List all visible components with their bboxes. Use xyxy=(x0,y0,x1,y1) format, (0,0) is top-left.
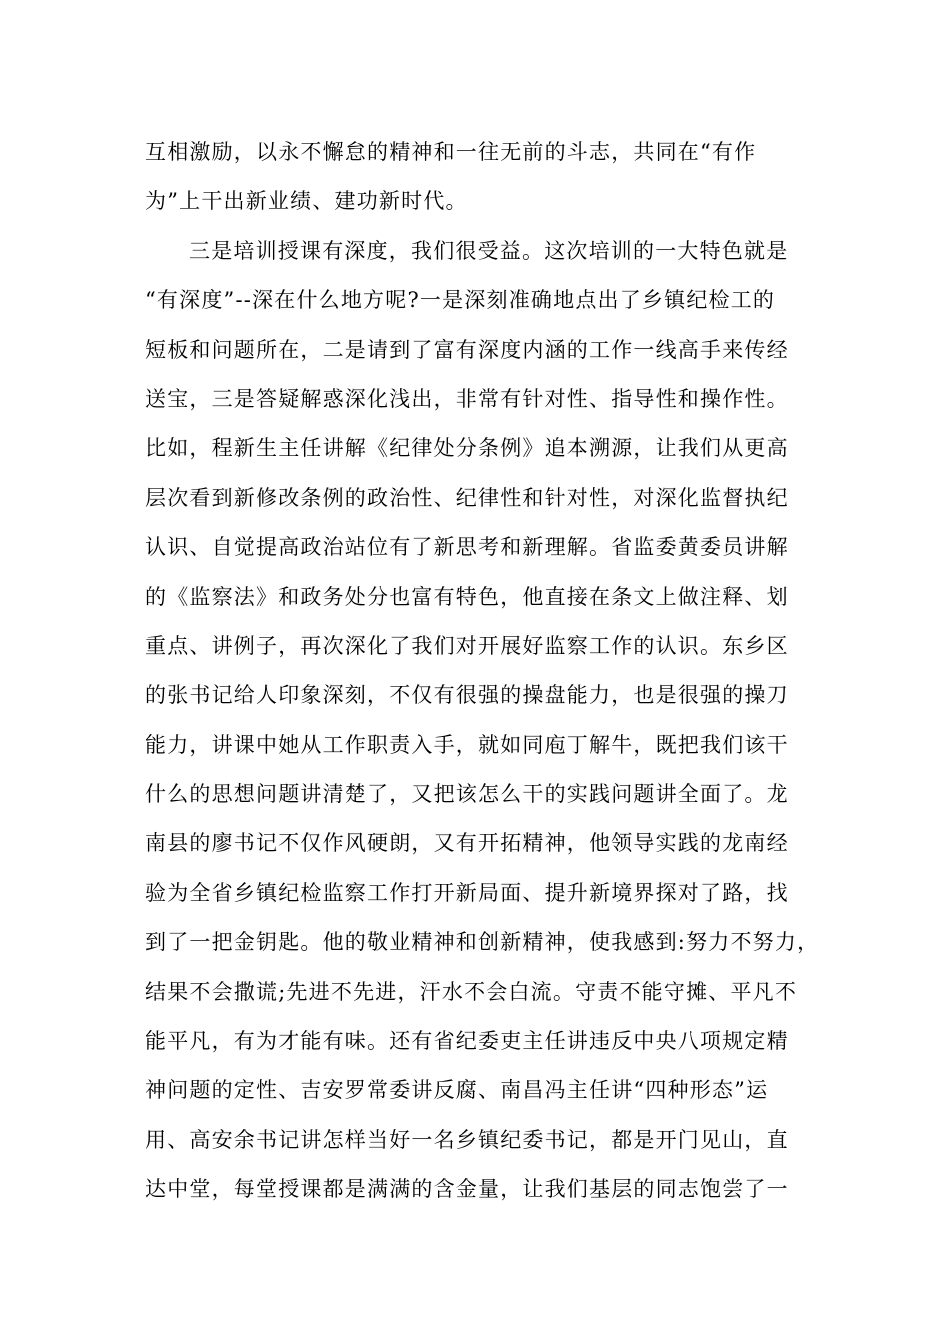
text-line: 的张书记给人印象深刻，不仅有很强的操盘能力，也是很强的操刀 xyxy=(145,683,789,708)
text-line: 南县的廖书记不仅作风硬朗，又有开拓精神，他领导实践的龙南经 xyxy=(145,831,789,856)
text-line: 什么的思想问题讲清楚了，又把该怎么干的实践问题讲全面了。龙 xyxy=(145,782,789,807)
text-line: 重点、讲例子，再次深化了我们对开展好监察工作的认识。东乡区 xyxy=(145,633,789,658)
text-line: 送宝，三是答疑解惑深化浅出，非常有针对性、指导性和操作性。 xyxy=(145,386,789,411)
text-line: “有深度”--深在什么地方呢?一是深刻准确地点出了乡镇纪检工的 xyxy=(145,288,776,313)
text-line: 的《监察法》和政务处分也富有特色，他直接在条文上做注释、划 xyxy=(145,584,789,609)
text-line: 到了一把金钥匙。他的敬业精神和创新精神，使我感到:努力不努力， xyxy=(145,930,820,955)
text-line: 能力，讲课中她从工作职责入手，就如同庖丁解牛，既把我们该干 xyxy=(145,732,789,757)
text-line: 层次看到新修改条例的政治性、纪律性和针对性，对深化监督执纪 xyxy=(145,485,789,510)
paragraph-start-line: 三是培训授课有深度，我们很受益。这次培训的一大特色就是 xyxy=(189,238,789,263)
text-line: 用、高安余书记讲怎样当好一名乡镇纪委书记，都是开门见山，直 xyxy=(145,1127,789,1152)
text-line: 验为全省乡镇纪检监察工作打开新局面、提升新境界探对了路，找 xyxy=(145,880,789,905)
text-line: 互相激励，以永不懈怠的精神和一往无前的斗志，共同在“有作 xyxy=(145,140,757,164)
body-text xyxy=(145,133,825,1220)
text-line: 比如，程新生主任讲解《纪律处分条例》追本溯源，让我们从更高 xyxy=(145,436,789,461)
text-line: 短板和问题所在，二是请到了富有深度内涵的工作一线高手来传经 xyxy=(145,337,789,362)
text-line: 认识、自觉提高政治站位有了新思考和新理解。省监委黄委员讲解 xyxy=(145,535,789,560)
text-line: 达中堂，每堂授课都是满满的含金量，让我们基层的同志饱尝了一 xyxy=(145,1177,789,1202)
text-line: 结果不会撒谎;先进不先进，汗水不会白流。守责不能守摊、平凡不 xyxy=(145,979,798,1004)
text-line: 能平凡，有为才能有味。还有省纪委吏主任讲违反中央八项规定精 xyxy=(145,1029,789,1054)
text-line: 神问题的定性、吉安罗常委讲反腐、南昌冯主任讲“四种形态”运 xyxy=(145,1078,769,1103)
text-line: 为”上干出新业绩、建功新时代。 xyxy=(145,189,468,214)
